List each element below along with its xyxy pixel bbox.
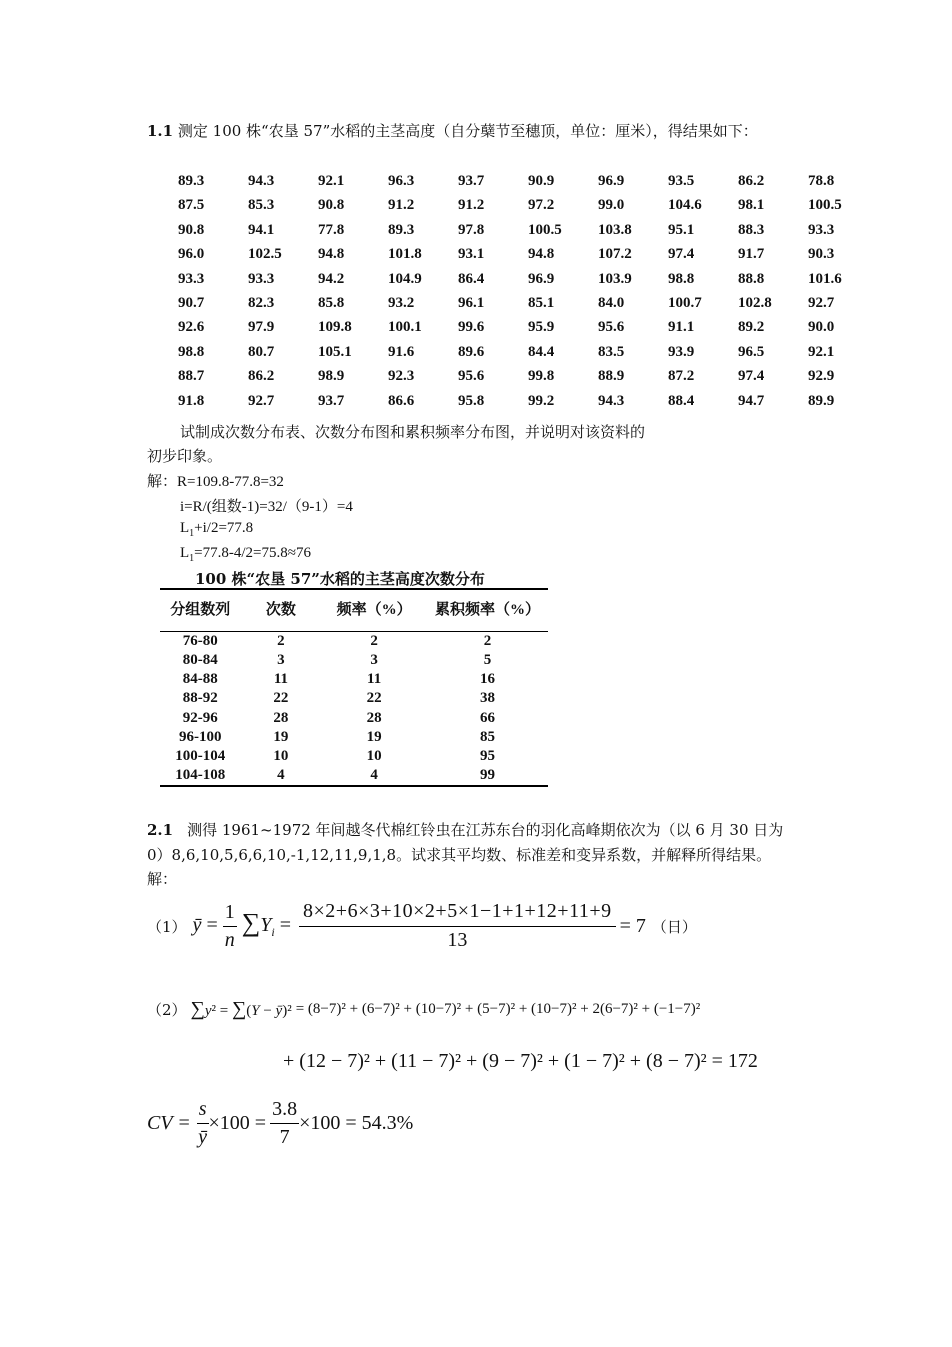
solution-label: 解：	[147, 472, 178, 490]
data-cell: 107.2	[598, 246, 632, 263]
data-cell: 101.6	[808, 270, 842, 287]
data-cell: 99.6	[458, 319, 485, 336]
data-cell: 90.0	[808, 319, 835, 336]
table-row	[160, 766, 548, 786]
question-number: 1.1	[147, 122, 174, 140]
data-cell: 98.8	[668, 270, 695, 287]
data-cell: 88.3	[738, 221, 765, 238]
data-cell: 90.7	[178, 294, 205, 311]
data-cell: 93.1	[458, 246, 485, 263]
cv-den-1: ȳ	[198, 1126, 208, 1148]
data-cell: 96.9	[598, 173, 625, 189]
table-cell: 2	[277, 632, 285, 649]
ss-lhs: ∑y² = ∑(Y − ȳ)²	[190, 998, 292, 1020]
mean-formula	[147, 900, 697, 952]
data-cell: 89.3	[178, 173, 205, 189]
task-line-1: 试制成次数分布表、次数分布图和累积频率分布图，并说明对该资料的	[180, 423, 646, 441]
table-cell: 10	[366, 748, 382, 765]
data-cell: 95.6	[458, 368, 485, 385]
data-cell: 99.2	[528, 392, 555, 409]
solution-block	[147, 470, 284, 491]
table-cell: 88-92	[182, 690, 218, 707]
table-cell: 104-108	[175, 767, 226, 784]
data-cell: 86.4	[458, 270, 485, 287]
data-cell: 90.3	[808, 246, 835, 263]
table-cell: 11	[367, 670, 382, 687]
data-cell: 95.1	[668, 221, 695, 238]
frequency-table	[160, 588, 548, 787]
data-cell: 100.5	[528, 221, 562, 238]
data-cell: 104.9	[388, 270, 422, 287]
question-1-1-line	[147, 120, 758, 141]
data-row	[178, 267, 878, 291]
data-cell: 92.3	[388, 368, 415, 385]
cv-end: ×100 = 54.3%	[299, 1112, 414, 1134]
data-cell: 96.0	[178, 246, 205, 263]
step-1-label: （1）	[147, 917, 187, 936]
data-row	[178, 169, 878, 193]
data-cell: 91.2	[388, 197, 415, 214]
data-cell: 89.3	[388, 221, 415, 238]
table-cell: 38	[480, 690, 496, 707]
data-cell: 91.7	[738, 246, 765, 263]
data-cell: 95.8	[458, 392, 485, 409]
range-line: R=109.8-77.8=32	[177, 474, 284, 490]
data-cell: 86.6	[388, 392, 415, 409]
data-cell: 95.6	[598, 319, 625, 336]
table-row	[160, 728, 548, 747]
data-cell: 90.8	[318, 197, 345, 214]
data-cell: 101.8	[388, 246, 422, 263]
table-cell: 16	[480, 670, 496, 687]
data-cell: 99.0	[598, 197, 625, 214]
col-header-count: 次数	[265, 601, 296, 618]
height-data-grid	[178, 169, 878, 413]
data-cell: 91.6	[388, 343, 415, 360]
table-cell: 99	[480, 767, 496, 784]
table-cell: 19	[366, 728, 382, 745]
table-row	[160, 670, 548, 689]
cv-num-2: 3.8	[270, 1098, 299, 1124]
data-cell: 96.5	[738, 343, 765, 360]
data-cell: 96.9	[528, 270, 555, 287]
table-cell: 66	[480, 709, 496, 726]
solution-label: 解：	[147, 870, 178, 888]
table-cell: 4	[277, 767, 285, 784]
data-cell: 92.7	[248, 392, 275, 409]
data-row	[178, 389, 878, 413]
question-text: 测得 1961~1972 年间越冬代棉红铃虫在江苏东台的羽化高峰期依次为（以 6 月 30 日为	[187, 821, 784, 839]
data-row	[178, 340, 878, 364]
data-cell: 87.5	[178, 197, 205, 214]
data-cell: 103.9	[598, 270, 632, 287]
data-cell: 88.8	[738, 270, 765, 287]
data-cell: 93.3	[178, 270, 205, 287]
data-row	[178, 291, 878, 315]
step-2-label: （2）	[147, 1001, 187, 1019]
data-cell: 93.2	[388, 294, 415, 311]
data-row	[178, 315, 878, 339]
cv-num-1: s	[197, 1098, 209, 1124]
cv-formula	[147, 1098, 413, 1149]
data-cell: 100.1	[388, 319, 422, 336]
table-cell: 85	[480, 728, 496, 745]
data-cell: 103.8	[598, 221, 632, 238]
sum-of-squares-line-2: + (12 − 7)² + (11 − 7)² + (9 − 7)² + (1 − 7)² + (8 − 7)² = 172	[283, 1050, 758, 1072]
data-cell: 87.2	[668, 368, 695, 385]
table-cell: 96-100	[179, 728, 222, 745]
data-cell: 85.3	[248, 197, 275, 214]
data-cell: 100.5	[808, 197, 842, 214]
data-cell: 86.2	[248, 368, 275, 385]
data-cell: 84.4	[528, 343, 555, 360]
question-2-1-line-2: 0）8,6,10,5,6,6,10,-1,12,11,9,1,8。试求其平均数、标准差和变异系数，并解释所得结果。	[147, 846, 772, 864]
col-header-group: 分组数列	[170, 601, 231, 618]
data-cell: 97.4	[668, 246, 695, 263]
mean-result: = 7	[619, 914, 646, 937]
data-cell: 94.3	[248, 173, 275, 189]
data-cell: 91.8	[178, 392, 205, 409]
data-cell: 100.7	[668, 294, 702, 311]
data-cell: 96.3	[388, 173, 415, 189]
data-cell: 84.0	[598, 294, 625, 311]
data-cell: 88.7	[178, 368, 205, 385]
sum-of-squares-line-1	[147, 998, 700, 1021]
mean-fraction	[299, 900, 616, 952]
data-row	[178, 218, 878, 242]
data-cell: 93.5	[668, 173, 695, 189]
table-cell: 2	[483, 632, 492, 649]
data-cell: 93.7	[458, 173, 485, 189]
data-cell: 88.9	[598, 368, 625, 385]
data-cell: 86.2	[738, 173, 765, 189]
data-cell: 102.8	[738, 294, 772, 311]
table-row	[160, 651, 548, 670]
col-header-frequency: 频率（%）	[336, 601, 412, 618]
table-title: 100 株“农垦 57”水稻的主茎高度次数分布	[195, 570, 485, 588]
mean-numerator: 8×2+6×3+10×2+5×1−1+1+12+11+9	[299, 900, 616, 927]
data-cell: 89.6	[458, 343, 485, 360]
data-cell: 104.6	[668, 197, 702, 214]
question-text: 测定 100 株“农垦 57”水稻的主茎高度（自分蘖节至穗顶，单位：厘米），得结果如下：	[177, 122, 758, 140]
table-cell: 28	[273, 709, 289, 726]
data-cell: 93.3	[248, 270, 275, 287]
data-cell: 80.7	[248, 343, 275, 360]
table-cell: 28	[366, 709, 382, 726]
data-cell: 93.9	[668, 343, 695, 360]
data-cell: 94.8	[528, 246, 555, 263]
mean-lhs: ȳ = $\frac{1}{n}$ $\sum Y_i$ =	[192, 900, 292, 951]
table-cell: 92-96	[182, 709, 218, 726]
data-cell: 92.6	[178, 319, 205, 336]
table-header-row	[160, 589, 548, 631]
data-cell: 105.1	[318, 343, 352, 360]
mean-unit: （日）	[651, 917, 697, 936]
table-cell: 22	[273, 690, 289, 707]
lower-limit-line-2: $L_1=77.8-4/2=75.8\approx 76$	[180, 545, 311, 564]
data-cell: 97.2	[528, 197, 555, 214]
data-cell: 95.9	[528, 319, 555, 336]
data-cell: 92.1	[318, 173, 345, 189]
data-cell: 85.1	[528, 294, 555, 311]
table-cell: 3	[370, 651, 378, 668]
data-cell: 90.8	[178, 221, 205, 238]
col-header-cumulative: 累积频率（%）	[435, 601, 541, 618]
data-cell: 89.9	[808, 392, 835, 409]
question-number: 2.1	[147, 821, 174, 839]
table-cell: 95	[480, 748, 496, 765]
table-row	[160, 747, 548, 766]
data-cell: 97.8	[458, 221, 485, 238]
table-cell: 11	[273, 670, 288, 687]
data-cell: 98.8	[178, 343, 205, 360]
task-line-2: 初步印象。	[147, 447, 223, 465]
table-cell: 22	[366, 690, 382, 707]
data-cell: 97.9	[248, 319, 275, 336]
data-cell: 77.8	[318, 221, 345, 238]
data-cell: 97.4	[738, 368, 765, 385]
cv-den-2: 7	[279, 1126, 290, 1148]
table-cell: 19	[273, 728, 289, 745]
data-cell: 94.8	[318, 246, 345, 263]
question-2-1-line-1	[147, 819, 783, 840]
table-cell: 3	[277, 651, 285, 668]
data-cell: 91.1	[668, 319, 695, 336]
data-cell: 85.8	[318, 294, 345, 311]
data-cell: 82.3	[248, 294, 275, 311]
data-cell: 94.3	[598, 392, 625, 409]
cv-lhs: CV =	[147, 1112, 191, 1134]
table-cell: 5	[483, 651, 492, 668]
data-row	[178, 364, 878, 388]
data-cell: 98.1	[738, 197, 765, 214]
data-cell: 93.7	[318, 392, 345, 409]
data-cell: 91.2	[458, 197, 485, 214]
table-cell: 4	[370, 767, 378, 784]
table-row	[160, 708, 548, 727]
data-cell: 88.4	[668, 392, 695, 409]
data-cell: 102.5	[248, 246, 282, 263]
data-cell: 92.1	[808, 343, 835, 360]
table-row	[160, 689, 548, 708]
interval-line: i=R/(组数-1)=32/（9-1）=4	[180, 499, 353, 515]
data-cell: 89.2	[738, 319, 765, 336]
data-cell: 94.2	[318, 270, 345, 287]
data-cell: 98.9	[318, 368, 345, 385]
table-row	[160, 631, 548, 651]
table-cell: 2	[370, 632, 378, 649]
data-row	[178, 242, 878, 266]
table-cell: 80-84	[182, 651, 218, 668]
table-cell: 100-104	[175, 748, 226, 765]
data-cell: 92.7	[808, 294, 835, 311]
data-cell: 78.8	[808, 173, 835, 189]
table-cell: 84-88	[182, 670, 218, 687]
ss-expansion-1: = (8−7)² + (6−7)² + (10−7)² + (5−7)² + (10−7)² + 2(6−7)² + (−1−7)²	[295, 1001, 701, 1017]
data-cell: 96.1	[458, 294, 485, 311]
data-cell: 83.5	[598, 343, 625, 360]
data-cell: 93.3	[808, 221, 835, 238]
data-cell: 109.8	[318, 319, 352, 336]
data-row	[178, 193, 878, 217]
data-cell: 94.1	[248, 221, 275, 238]
data-cell: 99.8	[528, 368, 555, 385]
mean-denominator: 13	[447, 929, 468, 951]
table-cell: 10	[273, 748, 289, 765]
lower-limit-line-1: $L_1+i/2=77.8$	[180, 520, 254, 539]
table-cell: 76-80	[182, 632, 218, 649]
data-cell: 90.9	[528, 173, 555, 189]
data-cell: 92.9	[808, 368, 835, 385]
data-cell: 94.7	[738, 392, 765, 409]
cv-mid: ×100 =	[208, 1112, 267, 1134]
